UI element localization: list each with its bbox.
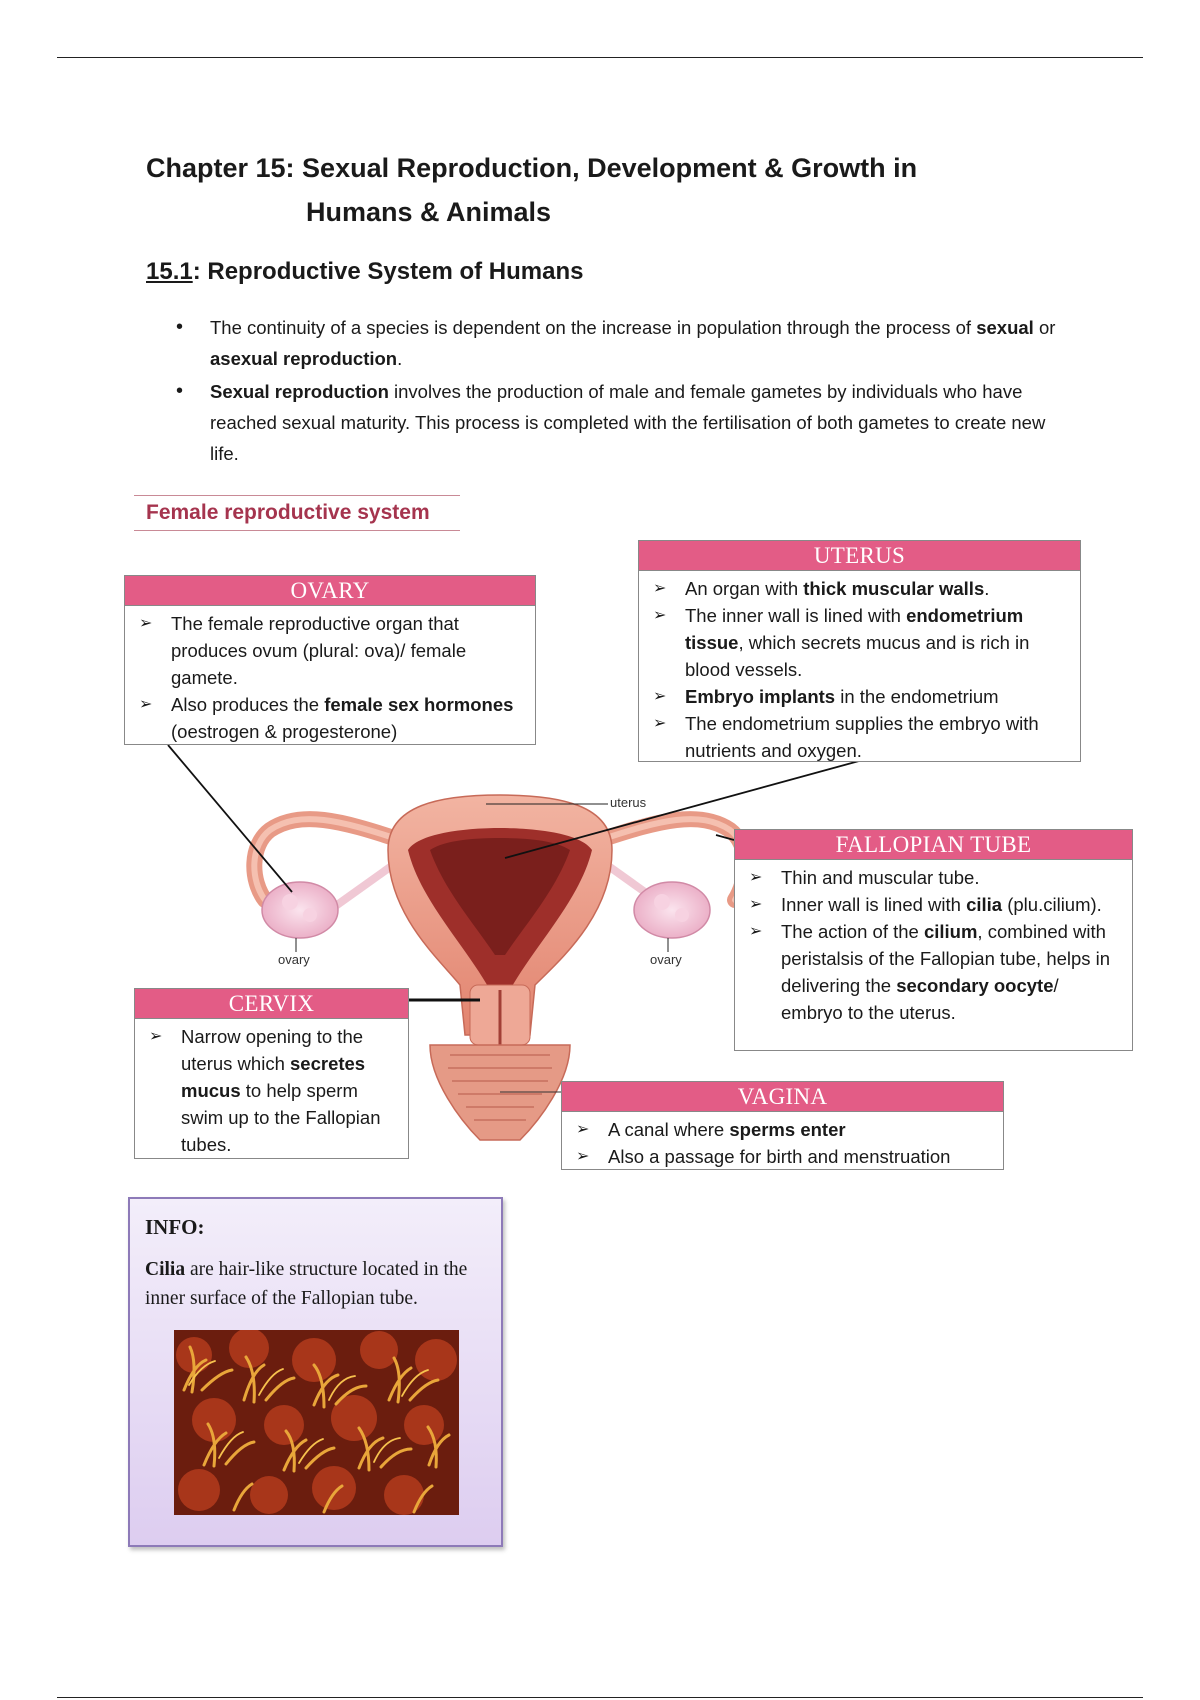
- info-box: [128, 1197, 503, 1547]
- vagina-item-1: ➢ A canal where sperms enter: [572, 1116, 993, 1143]
- ovary-box: [124, 575, 536, 745]
- vagina-box: [561, 1081, 1004, 1170]
- right-ovary: [634, 882, 710, 938]
- cilia-micrograph-image: [174, 1330, 459, 1515]
- intro-bullet-2: • Sexual reproduction involves the production of male and female gametes by individuals who have reached sexual maturity. This process is completed with the fertilisation of both gametes to create new life.: [176, 376, 1076, 469]
- label-uterus: uterus: [610, 795, 647, 810]
- info-text: Cilia are hair-like structure located in the inner surface of the Fallopian tube.: [145, 1259, 468, 1309]
- pointer-ovary-box: [168, 745, 292, 892]
- ovary-item-1: ➢ The female reproductive organ that produces ovum (plural: ova)/ female gamete.: [135, 610, 525, 691]
- fallopian-tube-box: [734, 829, 1133, 1051]
- bottom-rule: [57, 1697, 1143, 1698]
- chapter-title: Chapter 15: Sexual Reproduction, Development & Growth in Humans & Animals: [146, 153, 918, 227]
- intro-bullet-1: • The continuity of a species is dependent on the increase in population through the process of sexual or asexual reproduction.: [176, 312, 1076, 374]
- info-title: INFO:: [145, 1215, 205, 1239]
- ovary-item-2: ➢ Also produces the female sex hormones (oestrogen & progesterone): [135, 691, 525, 745]
- section-heading: 15.1: Reproductive System of Humans: [146, 258, 584, 285]
- cervix-header: CERVIX: [135, 989, 408, 1019]
- fallopian-header: FALLOPIAN TUBE: [735, 830, 1132, 860]
- cervix-item-1: ➢ Narrow opening to the uterus which secretes mucus to help sperm swim up to the Fallopian tubes.: [145, 1023, 398, 1158]
- fallopian-item-1: ➢ Thin and muscular tube.: [745, 864, 1122, 891]
- uterus-item-2: ➢ The inner wall is lined with endometrium tissue, which secrets mucus and is rich in blood vessels.: [649, 602, 1070, 683]
- left-ovary: [262, 882, 338, 938]
- fallopian-item-2: ➢ Inner wall is lined with cilia (plu.cilium).: [745, 891, 1122, 918]
- vagina-item-2: ➢ Also a passage for birth and menstruation: [572, 1143, 993, 1170]
- uterus-item-4: ➢ The endometrium supplies the embryo with nutrients and oxygen.: [649, 710, 1070, 764]
- fallopian-item-3: ➢ The action of the cilium, combined with peristalsis of the Fallopian tube, helps in delivering the secondary oocyte/ embryo to the uterus.: [745, 918, 1122, 1026]
- cervix-box: [134, 988, 409, 1159]
- label-ovary-left: ovary: [278, 952, 310, 967]
- label-ovary-right: ovary: [650, 952, 682, 967]
- uterus-box: [638, 540, 1081, 762]
- ovary-header: OVARY: [125, 576, 535, 606]
- subheading-female-system: Female reproductive system: [134, 495, 460, 531]
- uterus-header: UTERUS: [639, 541, 1080, 571]
- uterus-item-3: ➢ Embryo implants in the endometrium: [649, 683, 1070, 710]
- uterus-item-1: ➢ An organ with thick muscular walls.: [649, 575, 1070, 602]
- vagina-header: VAGINA: [562, 1082, 1003, 1112]
